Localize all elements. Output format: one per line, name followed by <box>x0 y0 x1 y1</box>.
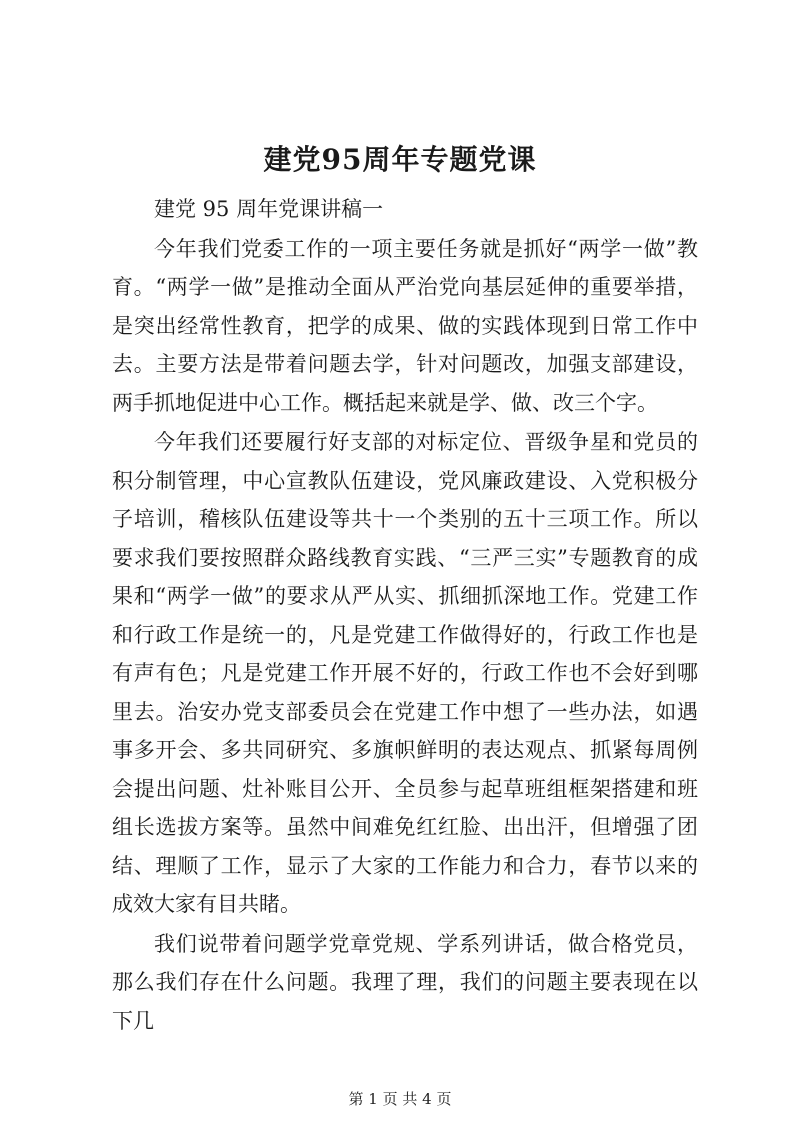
body-paragraph: 今年我们党委工作的一项主要任务就是抓好“两学一做”教育。“两学一做”是推动全面从严治党向基层延伸的重要举措，是突出经常性教育，把学的成果、做的实践体现到日常工作中去。主要方法是带着问题去学，针对问题改，加强支部建设，两手抓地促进中心工作。概括起来就是学、做、改三个字。 <box>112 236 698 415</box>
body-paragraph: 今年我们还要履行好支部的对标定位、晋级争星和党员的积分制管理，中心宣教队伍建设，党风廉政建设、入党积极分子培训，稽核队伍建设等共十一个类别的五十三项工作。所以要求我们要按照群众路线教育实践、“三严三实”专题教育的成果和“两学一做”的要求从严从实、抓细抓深地工作。党建工作和行政工作是统一的，凡是党建工作做得好的，行政工作也是有声有色；凡是党建工作开展不好的，行政工作也不会好到哪里去。治安办党支部委员会在党建工作中想了一些办法，如遇事多开会、多共同研究、多旗帜鲜明的表达观点、抓紧每周例会提出问题、灶补账目公开、全员参与起草班组框架搭建和班组长选拔方案等。虽然中间难免红红脸、出出汗，但增强了团结、理顺了工作，显示了大家的工作能力和合力，春节以来的成效大家有目共睹。 <box>112 430 698 916</box>
subtitle-paragraph: 建党 95 周年党课讲稿一 <box>154 197 384 221</box>
document-title: 建党95周年专题党课 <box>263 143 537 176</box>
body-paragraph: 我们说带着问题学党章党规、学系列讲话，做合格党员，那么我们存在什么问题。我理了理，我们的问题主要表现在以下几 <box>112 931 698 1033</box>
page-number-footer: 第 1 页 共 4 页 <box>348 1090 452 1108</box>
document-body <box>112 190 698 1040</box>
